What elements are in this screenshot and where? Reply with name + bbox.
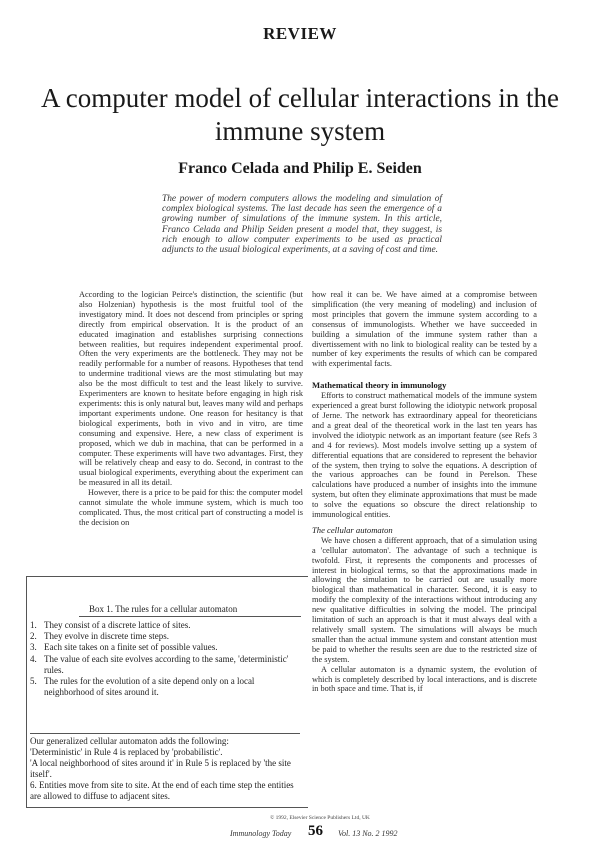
paragraph: According to the logician Peirce's distinction, the scientific (but also Holzenian) hypothesis is the most fruitful tool of the investigatory mind. It does not descend from principles or spring directly from empirical observation. It is the product of an educated imagination and establishes surprising connections between realities, but requires independent experimental proof. Often the very experiments are the bottleneck. They may not be readily performable for a number of reasons. Hypotheses that tend to undermine traditional views are the most stimulating but may also be the most difficult to test and the least likely to survive. Experimenters are known to hesitate before engaging in high risk experiments: this is only natural but, leaves many wild and perhaps important experiments undone. One reason for hesitancy is that biological experiments, both in vivo and in vitro, are time consuming and expensive. Here, a new class of experiment is proposed, which we dub in machina, that can be performed in a computer. These experiments will have two advantages. First, they will be relatively cheap and easy to do. Second, in contrast to the usual biological experiments, everything about the experiment can be measured in all its detail. [79, 290, 303, 488]
paragraph: A cellular automaton is a dynamic system, the evolution of which is completely described by local interactions, and is discrete in both space and time. That is, if [312, 664, 537, 694]
page-number: 56 [308, 823, 323, 839]
box-rules-list [30, 620, 302, 698]
left-column-text [79, 290, 303, 528]
list-item: 'Deterministic' in Rule 4 is replaced by 'probabilistic'. [30, 747, 223, 757]
section-label: REVIEW [263, 24, 337, 43]
box-additions-intro: Our generalized cellular automaton adds the following: [30, 736, 229, 746]
box-additions [30, 736, 302, 802]
list-item: 2. They evolve in discrete time steps. [30, 631, 169, 642]
list-item: 3. Each site takes on a finite set of possible values. [30, 642, 218, 653]
article-title: A computer model of cellular interactions in the immune system [40, 83, 560, 146]
copyright: © 1992, Elsevier Science Publishers Ltd, UK [270, 815, 370, 821]
list-item: 'A local neighborhood of sites around it' in Rule 5 is replaced by 'the site itself'. [30, 758, 291, 779]
paragraph: Efforts to construct mathematical models of the immune system experienced a great burst following the idiotypic network proposal of Jerne. The network has extraordinary appeal for theoreticians and a great deal of the theoretical work in the last ten years has involved the idiotypic network as an important feature (see Refs 3 and 4 for reviews). Most models involve setting up a system of differential equations that are considered to represent the behavior of the system, then trying to solve the equations. A description of the various approaches can be found in Perelson. These calculations have produced a number of insights into the immune system, but often they eliminate approximations that must be made to solve the equations so obscure the direct relationship to immunological entities. [312, 391, 537, 520]
paragraph: We have chosen a different approach, that of a simulation using a 'cellular automaton'. The advantage of such a technique is twofold. First, it represents the components and processes of interest in biological terms, so that the approximations made in allowing the simulation to be carried out are usually more biological than mathematical in character. Second, it is easy to modify the complexity of the interactions without introducing any new qualitative difficulties in solving the model. The principal limitation of such an approach is that it must always deal with a relatively small system. The simulations will always be much smaller than the actual immune system and constant attention must be paid to whether the results seen are due to the restricted size of the system. [312, 535, 537, 664]
paragraph: how real it can be. We have aimed at a compromise between simplification (the very meaning of modeling) and inclusion of most principles that govern the immune system according to a consensus of immunologists. Whether we have succeeded in building a simulation of the immune system rather than a divertissement with no link to biological reality can be tested by a number of key experiments the results of which can be compared with experimental facts. [312, 290, 537, 369]
section-heading: Mathematical theory in immunology [312, 380, 447, 391]
divider [30, 733, 300, 734]
list-item: 4. The value of each site evolves according to the same, 'deterministic' rules. [30, 653, 289, 675]
list-item: 1. They consist of a discrete lattice of sites. [30, 620, 191, 630]
right-column-text [312, 290, 537, 694]
box-title: Box 1. The rules for a cellular automaton [89, 604, 238, 614]
authors: Franco Celada and Philip E. Seiden [178, 160, 422, 177]
paragraph: However, there is a price to be paid for this: the computer model cannot simulate the whole immune system, which is much too complicated. Thus, the most critical part of constructing a model is the decision on [79, 488, 303, 527]
abstract: The power of modern computers allows the modeling and simulation of complex biological systems. The last decade has seen the emergence of a growing number of simulations of the immune system. In this article, Franco Celada and Philip Seiden present a model that, they suggest, is rich enough to allow computer experiments to be used as practical adjuncts to the usual biological experiments, at a saving of cost and time. [162, 194, 442, 256]
subsection-heading: The cellular automaton [312, 524, 393, 535]
volume-info: Vol. 13 No. 2 1992 [338, 829, 398, 838]
list-item: 5. The rules for the evolution of a site depend only on a local neighborhood of sites around it. [30, 676, 255, 698]
journal-name: Immunology Today [230, 829, 292, 838]
list-item: 6. Entities move from site to site. At the end of each time step the entities are allowed to diffuse to adjacent sites. [30, 780, 294, 801]
divider [79, 616, 301, 617]
